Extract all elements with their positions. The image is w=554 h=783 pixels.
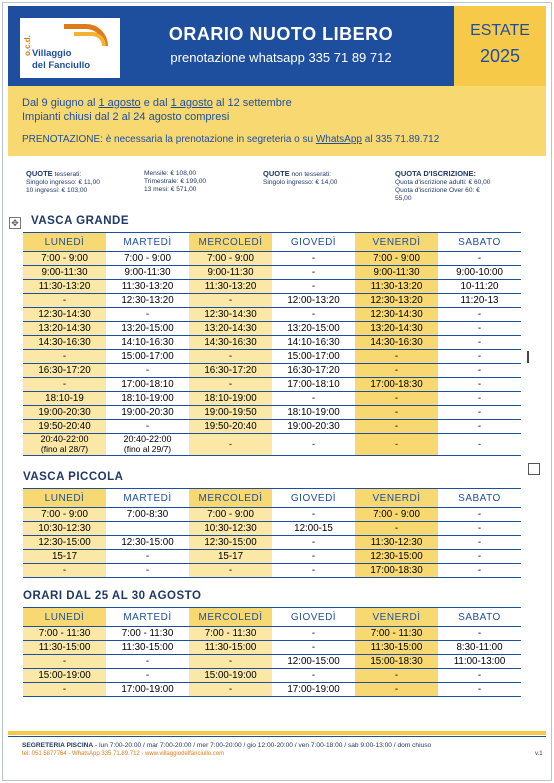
time-cell: 7:00 - 9:00 (23, 508, 106, 522)
time-cell: 11:30-13:20 (189, 280, 272, 294)
day-header: LUNEDÌ (23, 608, 106, 627)
time-cell: 7:00 - 9:00 (355, 508, 438, 522)
day-header: LUNEDÌ (23, 233, 106, 252)
time-cell: - (189, 564, 272, 578)
time-value: - (478, 438, 481, 449)
day-header: MARTEDÌ (106, 489, 189, 508)
info-dates-part: al 12 settembre (212, 97, 292, 109)
table-row (23, 392, 521, 406)
time-cell: 17:00-18:10 (272, 378, 355, 392)
time-cell: - (355, 420, 438, 434)
time-cell: 7:00 - 11:30 (189, 627, 272, 641)
time-cell: 18:10-19:00 (106, 392, 189, 406)
time-cell: 17:00-18:30 (355, 378, 438, 392)
time-cell: - (23, 294, 106, 308)
time-cell: - (438, 336, 521, 350)
quote-subscriptions (144, 170, 206, 194)
time-cell (106, 434, 189, 456)
time-cell: - (438, 378, 521, 392)
page-title: ORARIO NUOTO LIBERO (168, 24, 394, 44)
table-vasca-grande (23, 232, 521, 456)
day-header: MARTEDÌ (106, 233, 189, 252)
time-cell: 18:10-19:00 (272, 406, 355, 420)
time-cell: - (438, 308, 521, 322)
time-cell: 12:00-13:20 (272, 294, 355, 308)
move-handle-icon[interactable]: ✥ (9, 217, 21, 229)
table-row (23, 655, 521, 669)
day-header: MERCOLEDÌ (189, 608, 272, 627)
quote-non-members-suffix: non tesserati: (289, 171, 332, 178)
time-cell: 17:00-18:10 (106, 378, 189, 392)
day-header: VENERDÌ (355, 489, 438, 508)
time-cell: - (23, 564, 106, 578)
time-cell: - (272, 252, 355, 266)
section-title-vasca-piccola: VASCA PICCOLA (23, 471, 124, 483)
table-row (23, 378, 521, 392)
time-cell: 11:30-12:30 (355, 536, 438, 550)
time-cell: 13:20-14:30 (355, 322, 438, 336)
booking-label: PRENOTAZIONE: (22, 134, 103, 145)
time-cell: 10-11:20 (438, 280, 521, 294)
quote-non-members-single: Singolo ingresso: € 14,00 (263, 179, 338, 186)
time-cell: 13:20-14:30 (23, 322, 106, 336)
quote-13-months: 13 mesi: € 571,00 (144, 186, 197, 193)
time-cell: - (189, 378, 272, 392)
time-cell: 19:00-19:50 (189, 406, 272, 420)
time-cell: 9:00-11:30 (23, 266, 106, 280)
time-cell: 11:30-15:00 (189, 641, 272, 655)
time-cell: 11:30-15:00 (106, 641, 189, 655)
time-cell (189, 434, 272, 456)
day-header: GIOVEDÌ (272, 608, 355, 627)
time-cell: - (438, 669, 521, 683)
logo-name-line1: Villaggio (32, 48, 72, 59)
time-cell: 12:30-15:00 (23, 536, 106, 550)
time-cell: - (272, 508, 355, 522)
time-value: - (229, 438, 232, 449)
time-cell: - (272, 280, 355, 294)
time-cell (106, 522, 189, 536)
time-cell: 15:00-17:00 (272, 350, 355, 364)
time-cell (272, 434, 355, 456)
time-cell: - (106, 655, 189, 669)
table-row (23, 322, 521, 336)
time-cell: 11:30-15:00 (355, 641, 438, 655)
time-cell: - (272, 669, 355, 683)
footer-version: v.1 (535, 751, 543, 757)
table-vasca-piccola (23, 488, 521, 578)
time-cell: 7:00 - 11:30 (106, 627, 189, 641)
time-cell: 12:00-15 (272, 522, 355, 536)
logo-prefix: o.c.d. (23, 35, 32, 56)
footer-label: SEGRETERIA PISCINA (22, 742, 94, 749)
table-row (23, 252, 521, 266)
quote-registration-over60-amount: 55,00 (395, 195, 412, 202)
whatsapp-link[interactable]: WhatsApp (315, 134, 362, 145)
time-cell: 14:10-16:30 (272, 336, 355, 350)
info-dates-part: 1 agosto (170, 97, 213, 109)
time-cell: 7:00-8:30 (106, 508, 189, 522)
time-cell: 10:30-12:30 (189, 522, 272, 536)
time-cell: - (106, 564, 189, 578)
time-cell: - (438, 252, 521, 266)
day-header: MERCOLEDÌ (189, 489, 272, 508)
table-header-row (23, 489, 521, 508)
time-cell: - (438, 364, 521, 378)
time-cell (23, 434, 106, 456)
time-cell: - (272, 392, 355, 406)
info-dates-part: e dal (140, 97, 171, 109)
quote-monthly: Mensile: € 108,00 (144, 170, 197, 177)
time-cell: 19:00-20:30 (23, 406, 106, 420)
table-orari-agosto (23, 607, 521, 697)
time-cell: 15:00-18:30 (355, 655, 438, 669)
quote-single-entry: Singolo ingresso: € 11,00 (26, 179, 100, 186)
time-cell: - (189, 655, 272, 669)
time-cell: 17:00-19:00 (272, 683, 355, 697)
time-cell: - (355, 364, 438, 378)
time-cell: 19:00-20:30 (272, 420, 355, 434)
booking-phone: al 335 71.89.712 (361, 134, 440, 145)
time-cell: - (23, 683, 106, 697)
time-cell: 7:00 - 11:30 (355, 627, 438, 641)
info-booking (22, 134, 439, 145)
table-row (23, 266, 521, 280)
time-cell: - (438, 683, 521, 697)
table-row (23, 508, 521, 522)
time-cell: 14:30-16:30 (189, 336, 272, 350)
time-cell: 12:30-13:20 (355, 294, 438, 308)
footer-divider-thin (8, 736, 546, 737)
section-title-vasca-grande: VASCA GRANDE (31, 215, 130, 227)
time-cell: 11:30-15:00 (23, 641, 106, 655)
table-row (23, 434, 521, 456)
time-cell: 11:30-13:20 (355, 280, 438, 294)
time-cell: 9:00-10:00 (438, 266, 521, 280)
quote-ten-entries: 10 ingressi: € 103,00 (26, 187, 88, 194)
time-cell: 13:20-15:00 (272, 322, 355, 336)
day-header: VENERDÌ (355, 608, 438, 627)
footer-hours (22, 742, 431, 749)
time-cell: 8:30-11:00 (438, 641, 521, 655)
quote-members (26, 170, 100, 195)
time-cell: 13:20-14:30 (189, 322, 272, 336)
time-cell: - (189, 350, 272, 364)
quote-quarterly: Trimestrale: € 199,00 (144, 178, 207, 185)
time-cell: - (438, 627, 521, 641)
quote-non-members-title: QUOTE (263, 169, 290, 178)
time-cell: 19:50-20:40 (23, 420, 106, 434)
quote-registration (395, 170, 490, 203)
day-header: GIOVEDÌ (272, 233, 355, 252)
text-cursor (527, 351, 529, 363)
time-cell: 15-17 (189, 550, 272, 564)
time-cell: - (272, 550, 355, 564)
table-row (23, 669, 521, 683)
time-value: 20:40-22:00 (123, 434, 172, 444)
table-row (23, 564, 521, 578)
info-band (8, 86, 546, 156)
time-cell: - (23, 378, 106, 392)
time-note: (fino al 28/7) (40, 443, 89, 454)
time-cell: 13:20-15:00 (106, 322, 189, 336)
time-cell: 15:00-19:00 (189, 669, 272, 683)
time-cell: 16:30-17:20 (23, 364, 106, 378)
time-cell: 14:30-16:30 (23, 336, 106, 350)
logo (20, 18, 120, 78)
day-header: SABATO (438, 489, 521, 508)
season-label: ESTATE (470, 22, 530, 39)
time-cell: - (438, 420, 521, 434)
time-cell: 11:30-13:20 (106, 280, 189, 294)
time-cell: - (272, 627, 355, 641)
day-header: VENERDÌ (355, 233, 438, 252)
season-year: 2025 (479, 46, 521, 66)
quote-registration-adults: Quota d'iscrizione adulti: € 60,00 (395, 179, 491, 186)
time-cell: - (355, 392, 438, 406)
time-cell: - (189, 294, 272, 308)
time-cell: 9:00-11:30 (355, 266, 438, 280)
info-dates (22, 97, 292, 109)
table-row (23, 550, 521, 564)
time-cell: 10:30-12:30 (23, 522, 106, 536)
time-cell: 12:00-15:00 (272, 655, 355, 669)
table-row (23, 406, 521, 420)
time-cell: 12:30-15:00 (355, 550, 438, 564)
day-header: MARTEDÌ (106, 608, 189, 627)
quote-registration-title: QUOTA D'ISCRIZIONE: (395, 169, 476, 178)
time-cell: - (272, 536, 355, 550)
footer-contacts: tel: 051 5877764 - WhatsApp 335 71.89.712 - www.villaggiodelfanciullo.com (22, 751, 225, 757)
table-row (23, 641, 521, 655)
time-cell: - (438, 550, 521, 564)
day-header: SABATO (438, 233, 521, 252)
time-cell: 7:00 - 9:00 (23, 252, 106, 266)
quote-members-suffix: tesserati: (52, 171, 82, 178)
time-cell: - (355, 669, 438, 683)
time-cell: - (23, 655, 106, 669)
day-header: SABATO (438, 608, 521, 627)
table-row (23, 308, 521, 322)
time-cell: - (272, 266, 355, 280)
time-cell: - (438, 350, 521, 364)
info-dates-part: Dal 9 giugno al (22, 97, 99, 109)
time-cell: - (355, 350, 438, 364)
day-header: GIOVEDÌ (272, 489, 355, 508)
header-banner (8, 6, 546, 86)
season-box (454, 6, 546, 86)
time-cell: - (355, 683, 438, 697)
table-row (23, 420, 521, 434)
time-cell: - (438, 536, 521, 550)
time-cell: - (106, 550, 189, 564)
time-cell: - (438, 564, 521, 578)
time-cell: 7:00 - 11:30 (23, 627, 106, 641)
time-cell (438, 434, 521, 456)
time-cell: 17:00-18:30 (355, 564, 438, 578)
time-cell: 15:00-19:00 (23, 669, 106, 683)
table-row (23, 627, 521, 641)
checkbox[interactable] (528, 463, 540, 475)
table-row (23, 294, 521, 308)
time-cell: 18:10-19:00 (189, 392, 272, 406)
page-subtitle: prenotazione whatsapp 335 71 89 712 (170, 50, 392, 65)
time-cell: - (272, 564, 355, 578)
time-cell: 14:30-16:30 (355, 336, 438, 350)
info-dates-part: 1 agosto (98, 97, 141, 109)
time-cell: - (106, 669, 189, 683)
time-cell: 16:30-17:20 (272, 364, 355, 378)
table-header-row (23, 608, 521, 627)
table-row (23, 280, 521, 294)
time-cell (355, 434, 438, 456)
time-cell: - (438, 322, 521, 336)
time-cell: - (355, 522, 438, 536)
time-cell: 7:00 - 9:00 (106, 252, 189, 266)
time-cell: - (438, 392, 521, 406)
time-cell: - (272, 641, 355, 655)
time-cell: - (272, 308, 355, 322)
quote-non-members (263, 170, 337, 187)
table-row (23, 336, 521, 350)
time-cell: 7:00 - 9:00 (355, 252, 438, 266)
time-cell: - (106, 420, 189, 434)
section-title-orari-agosto: ORARI DAL 25 AL 30 AGOSTO (23, 590, 202, 602)
time-cell: 11:20-13 (438, 294, 521, 308)
time-cell: 12:30-13:20 (106, 294, 189, 308)
time-cell: 12:30-14:30 (23, 308, 106, 322)
time-cell: - (438, 522, 521, 536)
table-row (23, 536, 521, 550)
time-cell: 15-17 (23, 550, 106, 564)
table-header-row (23, 233, 521, 252)
table-row (23, 350, 521, 364)
time-cell: - (23, 350, 106, 364)
quote-registration-over60: Quota d'iscrizione Over 60: € (395, 187, 480, 194)
time-cell: 12:30-15:00 (106, 536, 189, 550)
time-cell: 12:30-14:30 (189, 308, 272, 322)
time-cell: 14:10-16:30 (106, 336, 189, 350)
time-cell: - (438, 406, 521, 420)
time-cell: 11:00-13:00 (438, 655, 521, 669)
time-cell: 9:00-11:30 (106, 266, 189, 280)
time-value: 20:40-22:00 (40, 434, 89, 444)
time-cell: 19:00-20:30 (106, 406, 189, 420)
time-cell: 7:00 - 9:00 (189, 508, 272, 522)
footer-hours-text: - lun 7:00-20:00 / mar 7:00-20:00 / mer 7:00-20:00 / gio 12:00-20:00 / ven 7:00-18:00 / sab 9:00-13:00 / dom chiuso (93, 742, 432, 749)
time-cell: 17:00-19:00 (106, 683, 189, 697)
time-cell: 16:30-17:20 (189, 364, 272, 378)
time-note: (fino al 29/7) (123, 443, 172, 454)
time-cell: 19:50-20:40 (189, 420, 272, 434)
time-cell: 7:00 - 9:00 (189, 252, 272, 266)
time-cell: 9:00-11:30 (189, 266, 272, 280)
time-cell: 11:30-13:20 (23, 280, 106, 294)
time-cell: 18:10-19 (23, 392, 106, 406)
logo-name-line2: del Fanciullo (32, 60, 91, 71)
booking-text: è necessaria la prenotazione in segreteria o su (102, 134, 316, 145)
info-closure: Impianti chiusi dal 2 al 24 agosto compresi (22, 111, 230, 123)
table-row (23, 522, 521, 536)
time-cell: - (189, 683, 272, 697)
day-header: MERCOLEDÌ (189, 233, 272, 252)
time-cell: - (106, 308, 189, 322)
quote-members-title: QUOTE (26, 169, 53, 178)
footer-divider (8, 731, 546, 735)
table-row (23, 683, 521, 697)
time-value: - (312, 438, 315, 449)
time-cell: - (106, 364, 189, 378)
time-value: - (395, 438, 398, 449)
time-cell: 12:30-15:00 (189, 536, 272, 550)
time-cell: 12:30-14:30 (355, 308, 438, 322)
time-cell: 15:00-17:00 (106, 350, 189, 364)
time-cell: - (355, 406, 438, 420)
day-header: LUNEDÌ (23, 489, 106, 508)
time-cell: - (438, 508, 521, 522)
table-row (23, 364, 521, 378)
